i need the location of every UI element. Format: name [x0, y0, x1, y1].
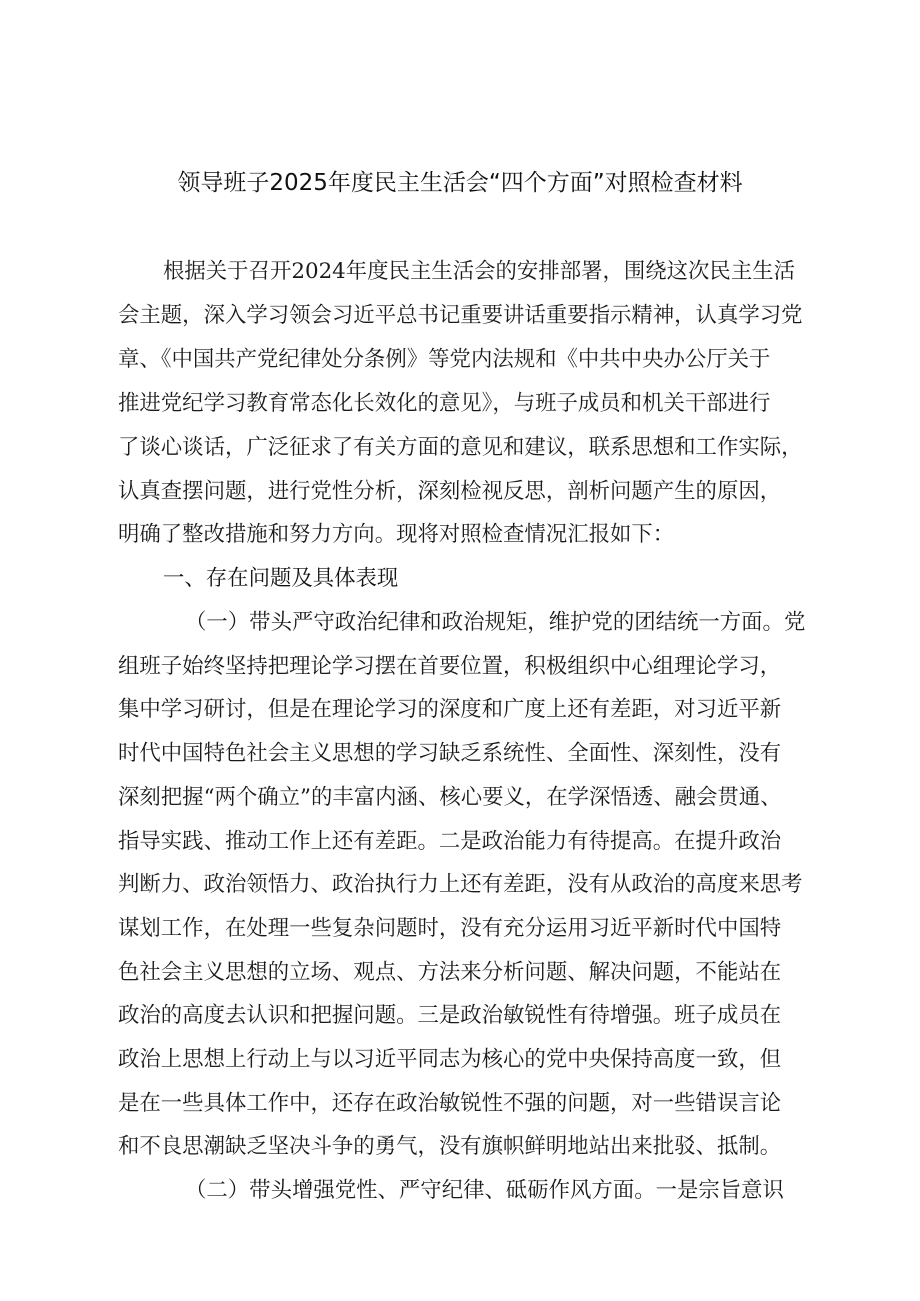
section-line: 组班子始终坚持把理论学习摆在首要位置，积极组织中心组理论学习， — [118, 654, 782, 679]
section-line: （一）带头严守政治纪律和政治规矩，维护党的团结统一方面。党 — [185, 610, 806, 635]
intro-line: 了谈心谈话，广泛征求了有关方面的意见和建议，联系思想和工作实际， — [118, 435, 803, 460]
section-line: 深刻把握“两个确立”的丰富内涵、核心要义，在学深悟透、融会贯通、 — [118, 785, 782, 810]
section-line: 和不良思潮缺乏坚决斗争的勇气，没有旗帜鲜明地站出来批驳、抵制。 — [118, 1134, 782, 1159]
document-title: 领导班子2025年度民主生活会“四个方面”对照检查材料 — [177, 170, 743, 196]
section-line: 判断力、政治领悟力、政治执行力上还有差距，没有从政治的高度来思考 — [118, 872, 803, 897]
section-line: 政治的高度去认识和把握问题。三是政治敏锐性有待增强。班子成员在 — [118, 1003, 782, 1028]
section-line: 政治上思想上行动上与以习近平同志为核心的党中央保持高度一致，但 — [118, 1047, 782, 1072]
section-line: 是在一些具体工作中，还存在政治敏锐性不强的问题，对一些错误言论 — [118, 1091, 782, 1116]
section-line: 指导实践、推动工作上还有差距。二是政治能力有待提高。在提升政治 — [118, 829, 782, 854]
section-line: 色社会主义思想的立场、观点、方法来分析问题、解决问题，不能站在 — [118, 960, 782, 985]
section-line: （二）带头增强党性、严守纪律、砥砺作风方面。一是宗旨意识 — [185, 1178, 784, 1203]
section-line: 时代中国特色社会主义思想的学习缺乏系统性、全面性、深刻性，没有 — [118, 741, 782, 766]
intro-line: 明确了整改措施和努力方向。现将对照检查情况汇报如下： — [118, 522, 675, 547]
section-line: 谋划工作，在处理一些复杂问题时，没有充分运用习近平新时代中国特 — [118, 916, 782, 941]
intro-line: 章、《中国共产党纪律处分条例》等党内法规和《中共中央办公厅关于 — [118, 347, 771, 372]
intro-line: 会主题，深入学习领会习近平总书记重要讲话重要指示精神，认真学习党 — [118, 303, 803, 328]
intro-line: 认真查摆问题，进行党性分析，深刻检视反思，剖析问题产生的原因， — [118, 479, 782, 504]
section-heading: 一、存在问题及具体表现 — [163, 566, 399, 591]
intro-line: 推进党纪学习教育常态化长效化的意见》，与班子成员和机关干部进行 — [118, 391, 771, 416]
section-line: 集中学习研讨，但是在理论学习的深度和广度上还有差距，对习近平新 — [118, 697, 782, 722]
intro-line: 根据关于召开2024年度民主生活会的安排部署，围绕这次民主生活 — [163, 259, 795, 284]
